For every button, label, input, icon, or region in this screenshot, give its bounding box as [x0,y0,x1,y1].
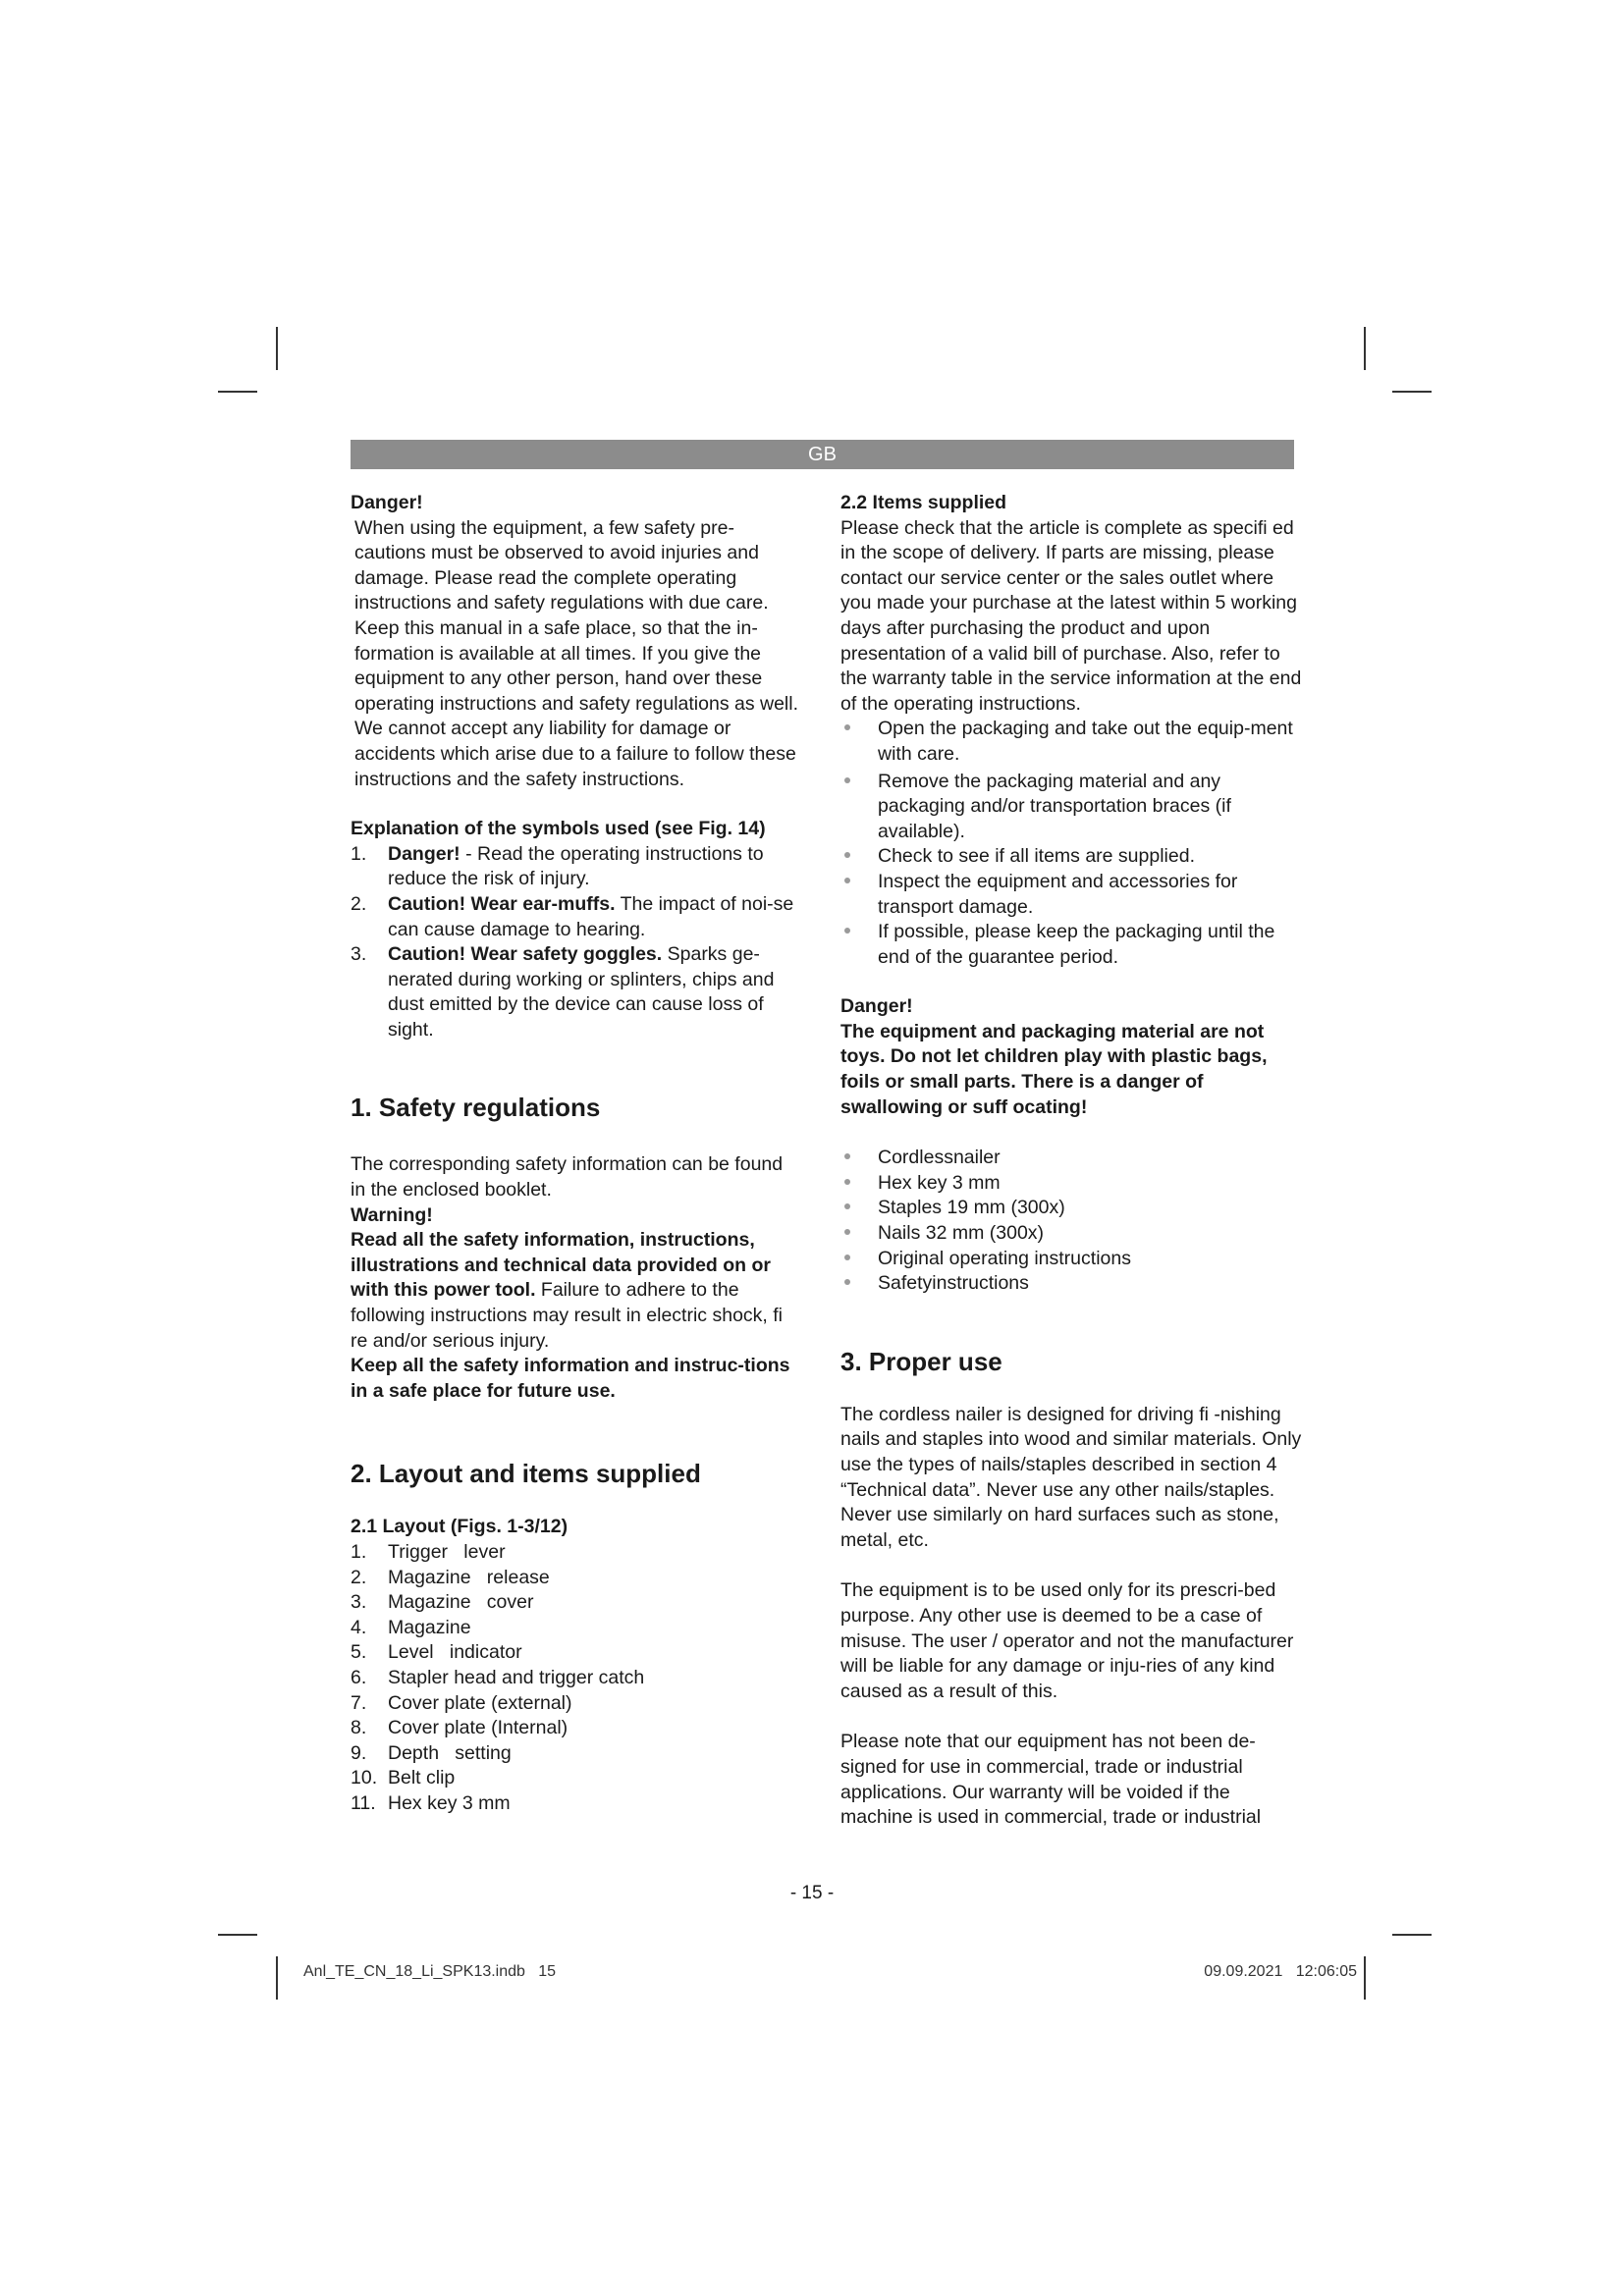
list-item: Check to see if all items are supplied. [840,844,1302,870]
crop-mark [276,327,278,370]
list-item-text: Level indicator [388,1641,522,1664]
list-item: Staples 19 mm (300x) [840,1196,1302,1221]
layout-list [351,1540,802,1817]
list-item: Cordlessnailer [840,1146,1302,1171]
list-item-text: Magazine [388,1616,471,1638]
list-item [351,1766,802,1791]
list-item-text: Trigger lever [388,1541,506,1563]
contents-list [840,1146,1302,1297]
list-item: If possible, please keep the packaging until the end of the guarantee period. [840,920,1302,970]
list-number: 6. [351,1666,367,1688]
list-number: 1. [351,842,367,865]
right-column [840,491,1302,1831]
list-item: Remove the packaging material and any packaging and/or transportation braces (if available). [840,770,1302,845]
crop-mark [218,1934,257,1936]
language-code: GB [808,444,837,465]
list-item-text: Magazine cover [388,1591,534,1614]
crop-mark [1392,391,1432,393]
list-number: 8. [351,1717,367,1739]
keep-instructions: Keep all the safety information and instruc-tions in a safe place for future use. [351,1355,790,1402]
list-number: 10. [351,1767,378,1789]
danger-title: Danger! [351,492,423,513]
list-item-text: Stapler head and trigger catch [388,1666,645,1688]
list-item [351,1741,802,1767]
danger2-text: The equipment and packaging material are not toys. Do not let children play with plastic bags, foils or small parts. There is a danger of swallowing or suff ocating! [840,1020,1268,1118]
items-supplied-subheading: 2.2 Items supplied [840,492,1007,513]
list-item-text: Cover plate (Internal) [388,1717,568,1739]
list-item [351,1616,802,1641]
list-item [351,942,802,1042]
list-number: 2. [351,892,367,915]
proper-use-heading: 3. Proper use [840,1346,1002,1376]
list-item-text: Belt clip [388,1767,456,1789]
list-number: 9. [351,1741,367,1764]
warning-title: Warning! [351,1203,433,1226]
list-item: Nails 32 mm (300x) [840,1221,1302,1247]
list-item: Safetyinstructions [840,1271,1302,1297]
safety-intro: The corresponding safety information can be found in the enclosed booklet. [351,1153,784,1201]
list-item-text: Sparks ge-nerated during working or splinters, chips and dust emitted by the device can cause loss of sight. [388,943,775,1041]
list-item-text: Hex key 3 mm [388,1791,511,1814]
layout-heading: 2. Layout and items supplied [351,1459,701,1489]
danger-text: When using the equipment, a few safety pre-cautions must be observed to avoid injuries and damage. Please read the complete operating instructions and safety regulations with due care. Keep this manual in a safe place, so that the in-formation is available at all times. If you give the equipment to any other person, hand over these operating instructions and safety regulations as well. We cannot accept any liability for damage or accidents which arise due to a failure to follow these instructions and the safety instructions. [354,516,799,790]
crop-mark [1364,327,1366,370]
unpacking-list [840,717,1302,970]
list-item [351,842,802,892]
danger2-title: Danger! [840,995,913,1018]
language-header-bar [351,440,1294,469]
crop-mark [1364,1956,1366,2000]
proper-use-p3: Please note that our equipment has not been de-signed for use in commercial, trade or industrial applications. Our warranty will be voided if the machine is used in commercial, trade or industrial [840,1731,1262,1829]
list-item: Open the packaging and take out the equip-ment with care. [840,717,1302,767]
warning-normal: Failure to adhere to the following instructions may result in electric shock, fi re and/or serious injury. [351,1279,783,1352]
list-number: 5. [351,1641,367,1664]
list-item [351,1716,802,1741]
list-item-text: The impact of noi-se can cause damage to hearing. [388,892,794,940]
proper-use-p2: The equipment is to be used only for its prescri-bed purpose. Any other use is deemed to be a case of misuse. The user / operator and not the manufacturer will be liable for any damage or inju-ries of any kind caused as a result of this. [840,1579,1294,1702]
list-item: Hex key 3 mm [840,1171,1302,1197]
list-item [351,1691,802,1717]
layout-subheading: 2.1 Layout (Figs. 1-3/12) [351,1516,568,1538]
page-number: - 15 - [789,1883,835,1903]
crop-mark [276,1956,278,2000]
crop-mark [1392,1934,1432,1936]
list-number: 3. [351,1591,367,1614]
list-number: 7. [351,1691,367,1714]
warning-bold: Read all the safety information, instructions, illustrations and technical data provided on or with this power tool. [351,1229,771,1302]
symbols-list [351,842,802,1043]
list-number: 2. [351,1566,367,1588]
list-item [351,1540,802,1566]
list-item: Inspect the equipment and accessories for transport damage. [840,870,1302,920]
footer-filename: Anl_TE_CN_18_Li_SPK13.indb 15 [303,1963,557,1980]
list-item-text: Cover plate (external) [388,1691,572,1714]
safety-heading: 1. Safety regulations [351,1093,601,1123]
list-number: 4. [351,1616,367,1638]
left-column [351,491,802,1817]
warning-text [351,1228,802,1354]
list-item [351,1666,802,1691]
list-item [351,1590,802,1616]
crop-mark [218,391,257,393]
list-item-bold: Caution! Wear safety goggles. [388,943,663,966]
list-item [351,1640,802,1666]
list-number: 3. [351,943,367,966]
symbols-title: Explanation of the symbols used (see Fig. 14) [351,818,766,840]
list-item-bold: Caution! Wear ear-muffs. [388,892,616,915]
list-item: Original operating instructions [840,1247,1302,1272]
proper-use-p1: The cordless nailer is designed for driving fi -nishing nails and staples into wood and similar materials. Only use the types of nails/staples described in section 4 “Technical data”. Never use any other nails/staples. Never use similarly on hard surfaces such as stone, metal, etc. [840,1403,1302,1551]
list-item [351,1791,802,1817]
list-item [351,1566,802,1591]
list-item-text: - Read the operating instructions to reduce the risk of injury. [388,842,764,890]
items-supplied-text: Please check that the article is complete as specifi ed in the scope of delivery. If parts are missing, please contact our service center or the sales outlet where you made your purchase at the latest within 5 working days after purchasing the product and upon presentation of a valid bill of purchase. Also, refer to the warranty table in the service information at the end of the operating instructions. [840,516,1302,715]
list-item-text: Depth setting [388,1741,512,1764]
list-number: 11. [351,1791,376,1814]
list-item [351,892,802,942]
list-number: 1. [351,1541,367,1563]
list-item-text: Magazine release [388,1566,550,1588]
list-item-bold: Danger! [388,842,460,865]
footer-datetime: 09.09.2021 12:06:05 [1204,1963,1357,1980]
